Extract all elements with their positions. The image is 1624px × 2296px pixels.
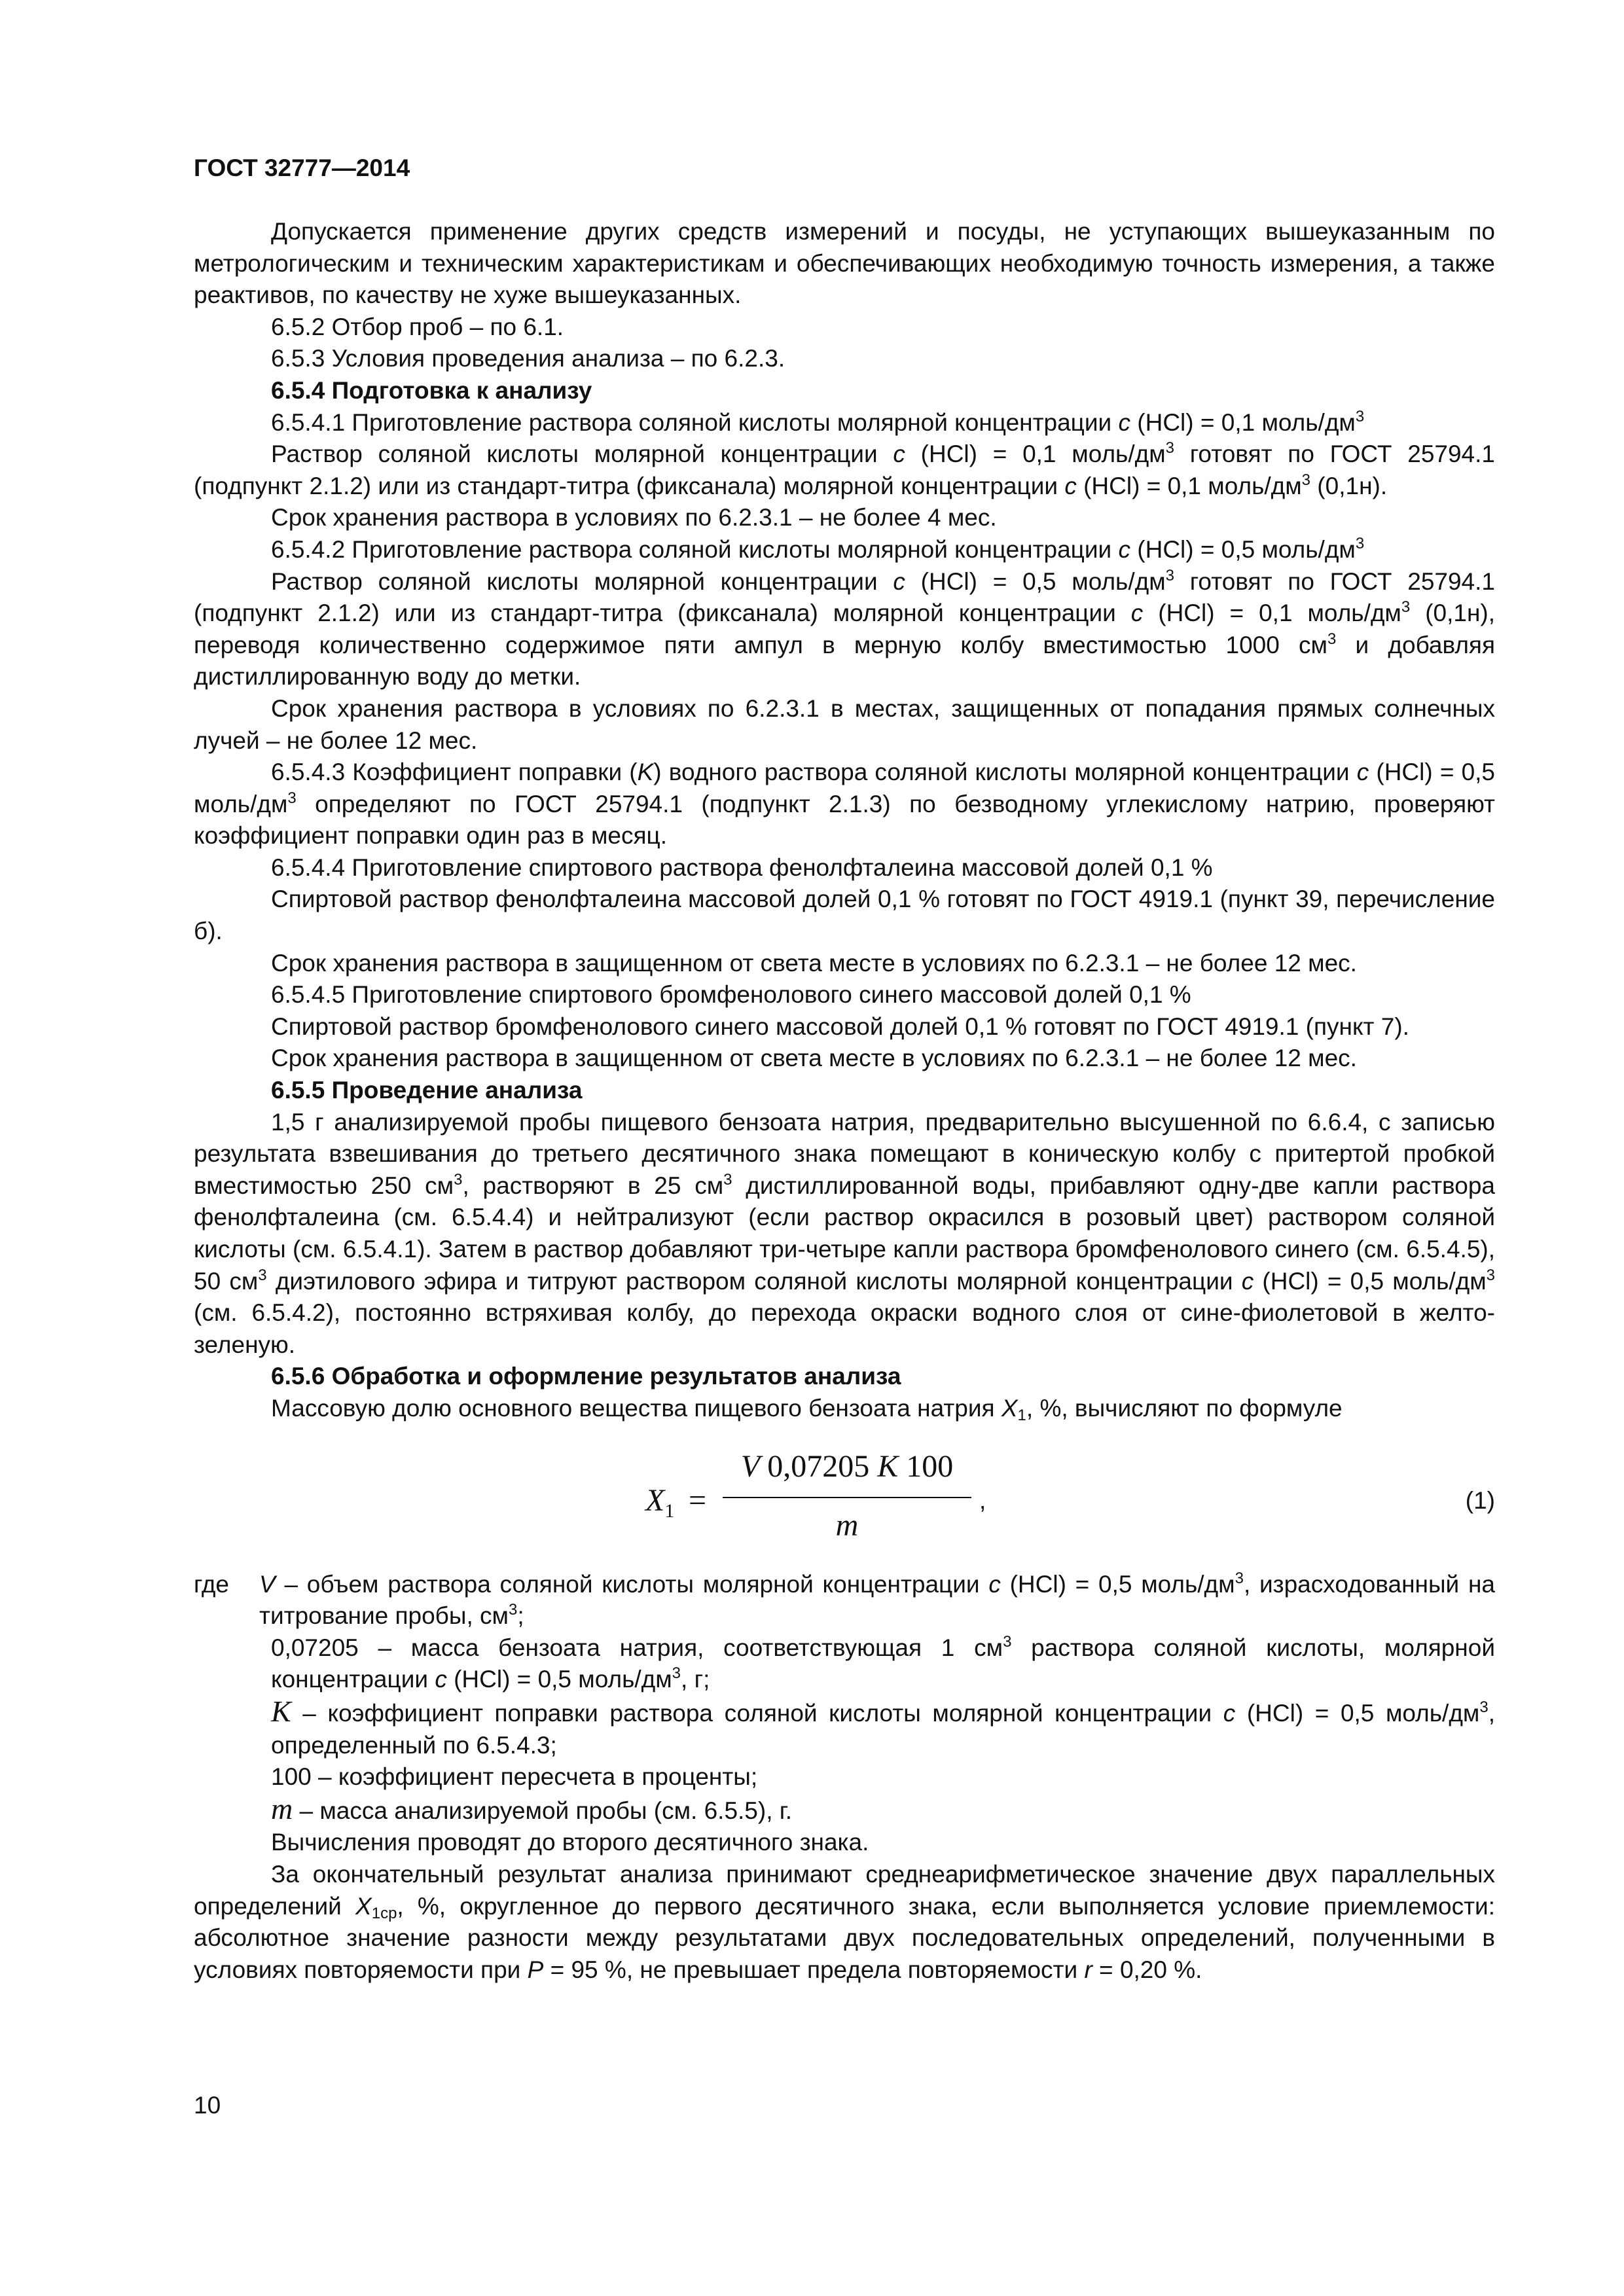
document-body <box>194 216 1495 1986</box>
legend-item-k: K – коэффициент поправки раствора соляной кислоты молярной концентрации c (HCl) = 0,5 моль/$дм^3$, определенный по 6.5.4.3; <box>271 1694 1495 1759</box>
paragraph: 1,5 г анализируемой пробы пищевого бензоата натрия, предварительно высушенной по 6.6.4, с записью результата взвешивания до третьего десятичного знака помещают в коническую колбу с притертой пробкой вместимостью 250 $см^3$, растворяют в 25 $см^3$ дистиллированной воды, прибавляют одну-две капли раствора фенолфталеина (см. 6.5.4.4) и нейтрализуют (если раствор окрасился в розовый цвет) раствором соляной кислоты (см. 6.5.4.1). Затем в раствор добавляют три-четыре капли раствора бромфенолового синего (см. 6.5.4.5), 50 $см^3$ диэтилового эфира и титруют раствором соляной кислоты молярной концентрации c (HCl) = 0,5 моль/$дм^3$ (см. 6.5.4.2), постоянно встряхивая колбу, до перехода окраски водного слоя от сине-фиолетовой в желто-зеленую. <box>194 1108 1496 1358</box>
paragraph: Срок хранения раствора в условиях по 6.2.3.1 в местах, защищенных от попадания прямых солнечных лучей – не более 12 мес. <box>194 694 1495 754</box>
paragraph: Раствор соляной кислоты молярной концентрации c (HCl) = 0,1 моль/$дм^3$ готовят по ГОСТ 25794.1 (подпункт 2.1.2) или из стандарт-титра (фиксанала) молярной концентрации c (HCl) = 0,1 моль/$дм^3$ (0,1н). <box>194 439 1495 499</box>
section-6-5-4-5-heading: 6.5.4.5 Приготовление спиртового бромфенолового синего массовой долей 0,1 % <box>271 981 1191 1009</box>
paragraph: За окончательный результат анализа принимают среднеарифметическое значение двух параллельных определений $X_{1ср}$, %, округленное до первого десятичного знака, если выполняется условие приемлемости: абсолютное значение разности между результатами двух последовательных определений, полученными в условиях повторяемости при P = 95 %, не превышает предела повторяемости r = 0,20 %. <box>194 1860 1495 1983</box>
section-6-5-5-title: 6.5.5 Проведение анализа <box>271 1077 583 1104</box>
paragraph: Вычисления проводят до второго десятичного знака. <box>271 1829 869 1856</box>
formula-fraction-bar <box>723 1497 971 1498</box>
section-6-5-4-title: 6.5.4 Подготовка к анализу <box>271 376 592 404</box>
section-6-5-2: 6.5.2 Отбор проб – по 6.1. <box>271 313 564 340</box>
formula-legend <box>194 1569 1495 1827</box>
section-6-5-4-2-heading: 6.5.4.2 Приготовление раствора соляной кислоты молярной концентрации c (HCl) = 0,5 моль/$дм^3$ <box>271 534 1365 563</box>
section-6-5-3: 6.5.3 Условия проведения анализа – по 6.2.3. <box>271 345 785 372</box>
legend-label: где <box>194 1570 230 1598</box>
paragraph: Срок хранения раствора в защищенном от света месте в условиях по 6.2.3.1 – не более 12 мес. <box>271 949 1357 977</box>
formula-denominator: m <box>835 1507 859 1543</box>
legend-item-v: V – объем раствора соляной кислоты молярной концентрации c (HCl) = 0,5 моль/$дм^3$, израсходованный на титрование пробы, $см^3$; <box>259 1569 1495 1630</box>
section-6-5-4-1-heading: 6.5.4.1 Приготовление раствора соляной кислоты молярной концентрации c (HCl) = 0,1 моль/$дм^3$ <box>271 407 1365 436</box>
legend-item-100: 100 – коэффициент пересчета в проценты; <box>271 1763 758 1791</box>
formula-1 <box>194 1448 1495 1562</box>
paragraph: Спиртовой раствор фенолфталеина массовой долей 0,1 % готовят по ГОСТ 4919.1 (пункт 39, перечисление б). <box>194 886 1495 945</box>
paragraph: Срок хранения раствора в условиях по 6.2.3.1 – не более 4 мес. <box>271 504 997 531</box>
paragraph: Срок хранения раствора в защищенном от света месте в условиях по 6.2.3.1 – не более 12 мес. <box>271 1045 1357 1072</box>
document-code: ГОСТ 32777—2014 <box>194 154 410 181</box>
paragraph: Допускается применение других средств измерений и посуды, не уступающих вышеуказанным по метрологическим и техническим характеристикам и обеспечивающих необходимую точность измерения, а также реактивов, по качеству не хуже вышеуказанных. <box>194 218 1495 309</box>
section-6-5-6-title: 6.5.6 Обработка и оформление результатов анализа <box>271 1363 901 1390</box>
legend-item-m: m – масса анализируемой пробы (см. 6.5.5), г. <box>271 1791 793 1825</box>
formula-lhs: $X_1$ <box>645 1482 675 1522</box>
formula-number: (1) <box>1465 1486 1495 1514</box>
paragraph: Спиртовой раствор бромфенолового синего массовой долей 0,1 % готовят по ГОСТ 4919.1 (пункт 7). <box>271 1013 1409 1040</box>
section-6-5-4-4-heading: 6.5.4.4 Приготовление спиртового раствора фенолфталеина массовой долей 0,1 % <box>271 853 1213 881</box>
section-6-5-4-3: 6.5.4.3 Коэффициент поправки (K) водного раствора соляной кислоты молярной концентрации c (HCl) = 0,5 моль/$дм^3$ определяют по ГОСТ 25794.1 (подпункт 2.1.3) по безводному углекислому натрию, проверяют коэффициент поправки один раз в месяц. <box>194 759 1496 850</box>
page-number: 10 <box>194 2092 221 2119</box>
formula-comma: , <box>979 1486 986 1514</box>
paragraph: Раствор соляной кислоты молярной концентрации c (HCl) = 0,5 моль/$дм^3$ готовят по ГОСТ 25794.1 (подпункт 2.1.2) или из стандарт-титра (фиксанала) молярной концентрации c (HCl) = 0,1 моль/$дм^3$ (0,1н), переводя количественно содержимое пяти ампул в мерную колбу вместимостью 1000 $см^3$ и добавляя дистиллированную воду до метки. <box>194 566 1495 691</box>
paragraph: Массовую долю основного вещества пищевого бензоата натрия $X_1$, %, вычисляют по формуле <box>271 1394 1343 1424</box>
formula-numerator: V 0,07205 K 100 <box>740 1448 954 1484</box>
formula-equals: = <box>689 1482 707 1518</box>
legend-item-const: 0,07205 – масса бензоата натрия, соответствующая 1 $см^3$ раствора соляной кислоты, молярной концентрации c (HCl) = 0,5 моль/$дм^3$, г; <box>271 1632 1495 1693</box>
